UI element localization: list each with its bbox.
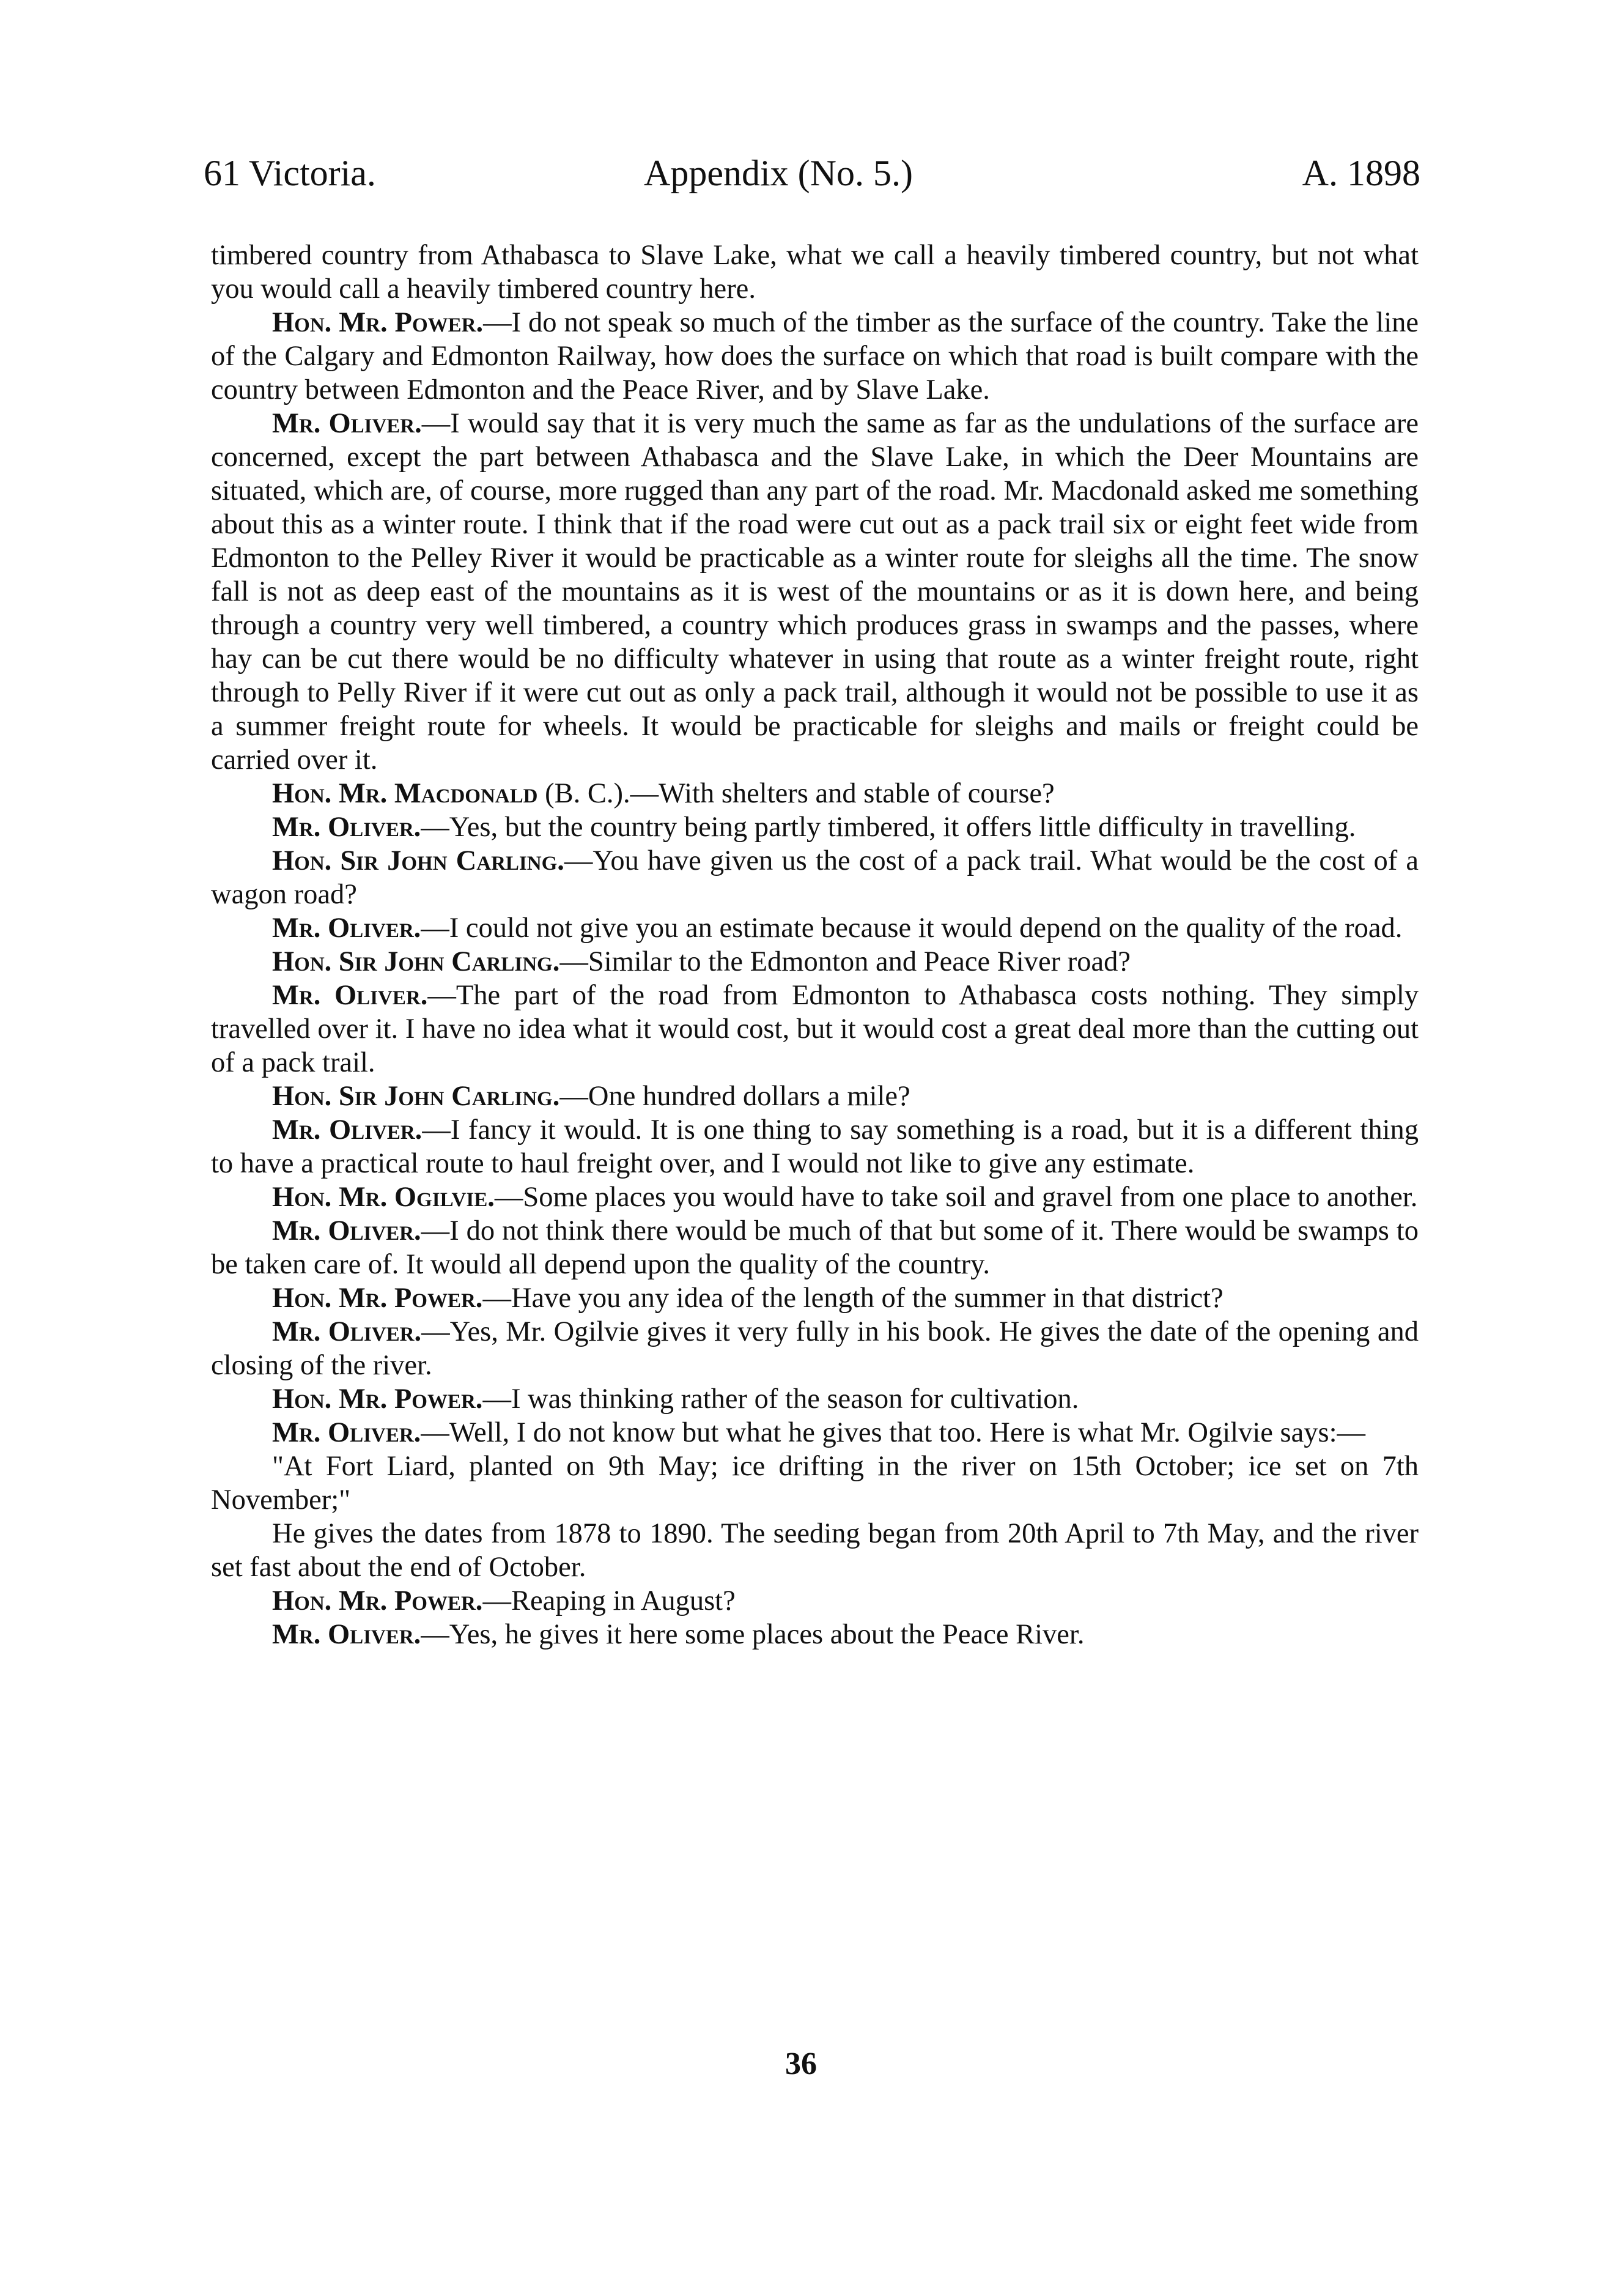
paragraph <box>211 1113 1419 1180</box>
paragraph <box>211 844 1419 911</box>
paragraph-text: —Reaping in August? <box>482 1585 736 1616</box>
paragraph <box>211 239 1419 306</box>
paragraph <box>211 306 1419 407</box>
speaker-name: Hon. Mr. Power. <box>272 1383 483 1415</box>
speaker-name: Mr. Oliver. <box>272 408 422 439</box>
paragraph-text: —I do not speak so much of the timber as the surface of the country. Take the line of the Calgary and Edmonton Railway, how does the surface on which that road is built compare with the country between Edmonton and the Peace River, and by Slave Lake. <box>211 307 1419 406</box>
speaker-name: Hon. Sir John Carling. <box>272 1081 560 1112</box>
speaker-name: Mr. Oliver. <box>272 1215 421 1246</box>
paragraph-text: —Have you any idea of the length of the summer in that district? <box>482 1283 1224 1314</box>
paragraph <box>211 777 1419 810</box>
paragraph-text: —Yes, but the country being partly timbered, it offers little difficulty in travelling. <box>421 812 1356 843</box>
speaker-name: Mr. Oliver. <box>272 812 421 843</box>
speaker-name: Mr. Oliver. <box>272 1114 423 1146</box>
paragraph-text: He gives the dates from 1878 to 1890. The seeding began from 20th April to 7th May, and the river set fast about the end of October. <box>211 1518 1419 1583</box>
header-session: 61 Victoria. <box>204 153 376 193</box>
speaker-name: Hon. Sir John Carling. <box>272 845 564 876</box>
speaker-name: Hon. Sir John Carling. <box>272 946 560 977</box>
paragraph <box>211 1517 1419 1584</box>
paragraph-text: —Some places you would have to take soil and gravel from one place to another. <box>494 1182 1418 1213</box>
speaker-name: Mr. Oliver. <box>272 1619 421 1650</box>
speaker-name: Hon. Mr. Power. <box>272 307 484 338</box>
paragraph-text: —I fancy it would. It is one thing to say something is a road, but it is a different thing to have a practical route to haul freight over, and I would not like to give any estimate. <box>211 1114 1419 1179</box>
paragraph-text: —I would say that it is very much the same as far as the undulations of the surface are concerned, except the part between Athabasca and the Slave Lake, in which the Deer Mountains are situated, which are, of course, more rugged than any part of the road. Mr. Macdonald asked me something about this as a winter route. I think that if the road were cut out as a pack trail six or eight feet wide from Edmonton to the Pelley River it would be practicable as a winter route for sleighs all the time. The snow fall is not as deep east of the mountains as it is west of the mountains or as it is down here, and being through a country very well timbered, a country which produces grass in swamps and the passes, where hay can be cut there would be no difficulty whatever in using that route as a winter freight route, right through to Pelly River if it were cut out as only a pack trail, although it would not be possible to use it as a summer freight route for wheels. It would be practicable for sleighs and mails or freight could be carried over it. <box>211 408 1419 776</box>
paragraph-text: —I could not give you an estimate because it would depend on the quality of the road. <box>421 913 1403 944</box>
paragraph-text: —I do not think there would be much of that but some of it. There would be swamps to be taken care of. It would all depend upon the quality of the country. <box>211 1215 1419 1280</box>
paragraph <box>211 1079 1419 1113</box>
paragraph <box>211 1584 1419 1618</box>
speaker-name: Mr. Oliver. <box>272 980 428 1011</box>
speaker-name: Mr. Oliver. <box>272 1316 422 1347</box>
paragraph <box>211 1214 1419 1281</box>
paragraph <box>211 945 1419 979</box>
header-year: A. 1898 <box>1302 153 1420 193</box>
speaker-name: Hon. Mr. Macdonald <box>272 778 538 809</box>
paragraph-text: (B. C.).—With shelters and stable of course? <box>537 778 1055 809</box>
paragraph-text: —Well, I do not know but what he gives that too. Here is what Mr. Ogilvie says:— <box>421 1417 1366 1448</box>
speaker-name: Mr. Oliver. <box>272 1417 421 1448</box>
paragraph <box>211 979 1419 1079</box>
paragraph-text: —Yes, Mr. Ogilvie gives it very fully in his book. He gives the date of the opening and closing of the river. <box>211 1316 1419 1381</box>
paragraph-text: —I was thinking rather of the season for cultivation. <box>482 1383 1079 1415</box>
header-appendix: Appendix (No. 5.) <box>644 153 913 193</box>
quotation <box>211 1450 1419 1517</box>
testimony-text <box>211 239 1419 1651</box>
paragraph-text: —Similar to the Edmonton and Peace River road? <box>559 946 1131 977</box>
speaker-name: Hon. Mr. Ogilvie. <box>272 1182 495 1213</box>
paragraph-text: timbered country from Athabasca to Slave Lake, what we call a heavily timbered country, but not what you would call a heavily timbered country here. <box>211 240 1419 305</box>
paragraph <box>211 1281 1419 1315</box>
paragraph-text: —One hundred dollars a mile? <box>559 1081 910 1112</box>
paragraph-text: —The part of the road from Edmonton to Athabasca costs nothing. They simply travelled over it. I have no idea what it would cost, but it would cost a great deal more than the cutting out of a pack trail. <box>211 980 1419 1078</box>
paragraph-text: —You have given us the cost of a pack trail. What would be the cost of a wagon road? <box>211 845 1419 910</box>
paragraph-text: "At Fort Liard, planted on 9th May; ice drifting in the river on 15th October; ice set on 7th November;" <box>211 1451 1419 1516</box>
speaker-name: Mr. Oliver. <box>272 913 421 944</box>
paragraph <box>211 1618 1419 1651</box>
page-number: 36 <box>785 2046 817 2081</box>
paragraph <box>211 810 1419 844</box>
speaker-name: Hon. Mr. Power. <box>272 1585 483 1616</box>
paragraph <box>211 911 1419 945</box>
paragraph <box>211 1382 1419 1416</box>
paragraph <box>211 1416 1419 1450</box>
running-head <box>204 146 1420 201</box>
paragraph <box>211 1315 1419 1382</box>
paragraph-text: —Yes, he gives it here some places about the Peace River. <box>421 1619 1085 1650</box>
paragraph <box>211 407 1419 777</box>
speaker-name: Hon. Mr. Power. <box>272 1283 483 1314</box>
paragraph <box>211 1180 1419 1214</box>
